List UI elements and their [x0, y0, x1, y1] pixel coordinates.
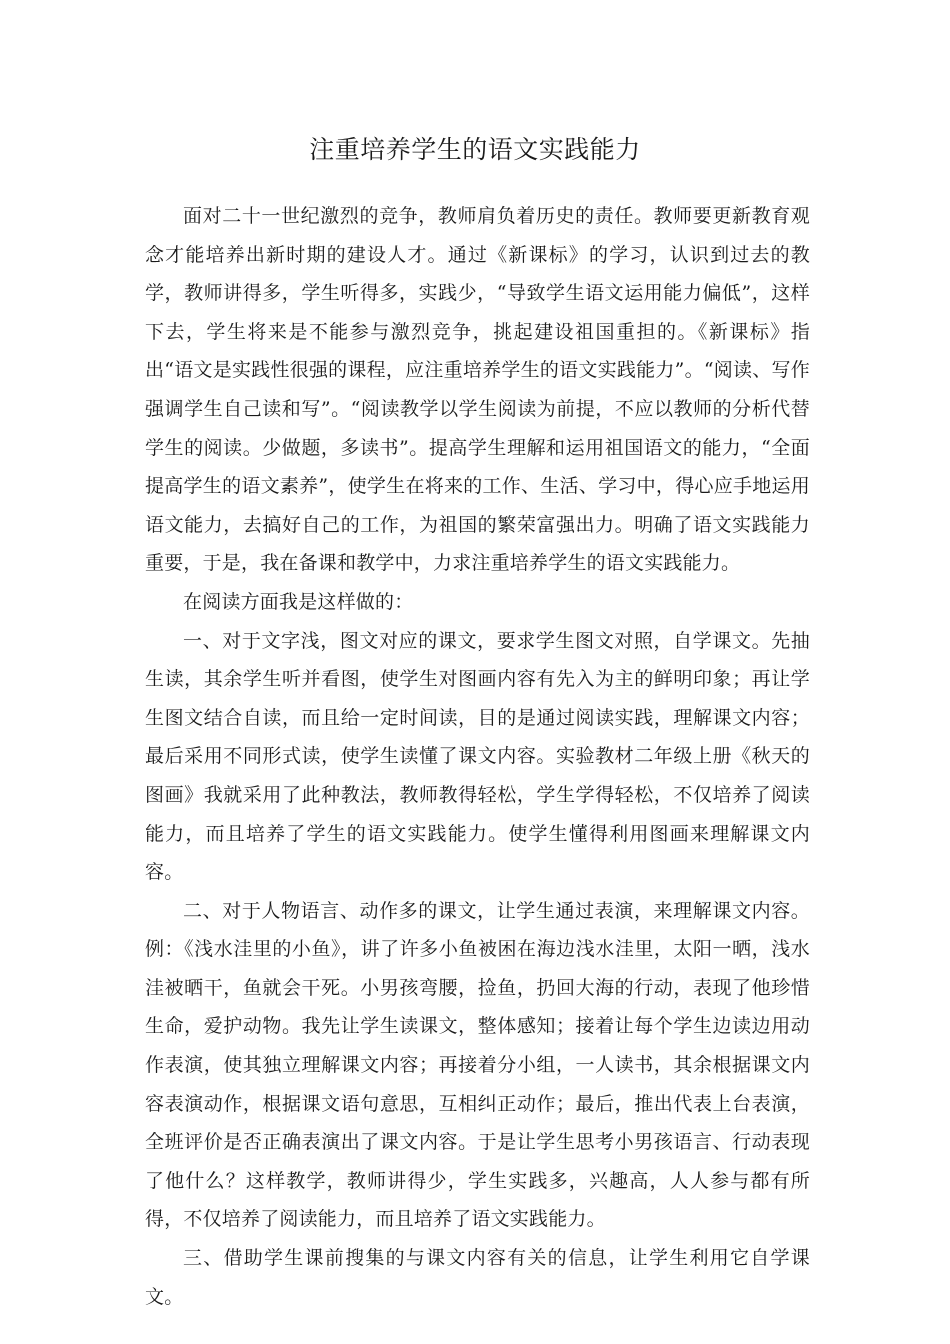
document-body [145, 197, 810, 1316]
paragraph-intro: 面对二十一世纪激烈的竞争，教师肩负着历史的责任。教师要更新教育观念才能培养出新时期的建设人才。通过《新课标》的学习，认识到过去的教学，教师讲得多，学生听得多，实践少，“导致学生语文运用能力偏低”，这样下去，学生将来是不能参与激烈竞争，挑起建设祖国重担的。《新课标》指出“语文是实践性很强的课程，应注重培养学生的语文实践能力”。“阅读、写作强调学生自己读和写”。“阅读教学以学生阅读为前提，不应以教师的分析代替学生的阅读。少做题，多读书”。提高学生理解和运用祖国语文的能力，“全面提高学生的语文素养”，使学生在将来的工作、生活、学习中，得心应手地运用语文能力，去搞好自己的工作，为祖国的繁荣富强出力。明确了语文实践能力重要，于是，我在备课和教学中，力求注重培养学生的语文实践能力。 [145, 205, 810, 575]
paragraph-method-two: 二、对于人物语言、动作多的课文，让学生通过表演，来理解课文内容。例：《浅水洼里的小鱼》，讲了许多小鱼被困在海边浅水洼里，太阳一晒，浅水洼被晒干，鱼就会干死。小男孩弯腰，捡鱼，扔回大海的行动，表现了他珍惜生命，爱护动物。我先让学生读课文，整体感知；接着让每个学生边读边用动作表演，使其独立理解课文内容；再接着分小组，一人读书，其余根据课文内容表演动作，根据课文语句意思，互相纠正动作；最后，推出代表上台表演，全班评价是否正确表演出了课文内容。于是让学生思考小男孩语言、行动表现了他什么？这样教学，教师讲得少，学生实践多，兴趣高，人人参与都有所得，不仅培养了阅读能力，而且培养了语文实践能力。 [145, 899, 810, 1231]
document-title: 注重培养学生的语文实践能力 [309, 135, 641, 164]
paragraph-method-three: 三、借助学生课前搜集的与课文内容有关的信息，让学生利用它自学课文。 [145, 1247, 810, 1308]
paragraph-method-one: 一、对于文字浅，图文对应的课文，要求学生图文对照，自学课文。先抽生读，其余学生听并看图，使学生对图画内容有先入为主的鲜明印象；再让学生图文结合自读，而且给一定时间读，目的是通过阅读实践，理解课文内容；最后采用不同形式读，使学生读懂了课文内容。实验教材二年级上册《秋天的图画》我就采用了此种教法，教师教得轻松，学生学得轻松，不仅培养了阅读能力，而且培养了学生的语文实践能力。使学生懂得利用图画来理解课文内容。 [145, 629, 810, 884]
paragraph-reading-approach: 在阅读方面我是这样做的： [183, 590, 414, 613]
